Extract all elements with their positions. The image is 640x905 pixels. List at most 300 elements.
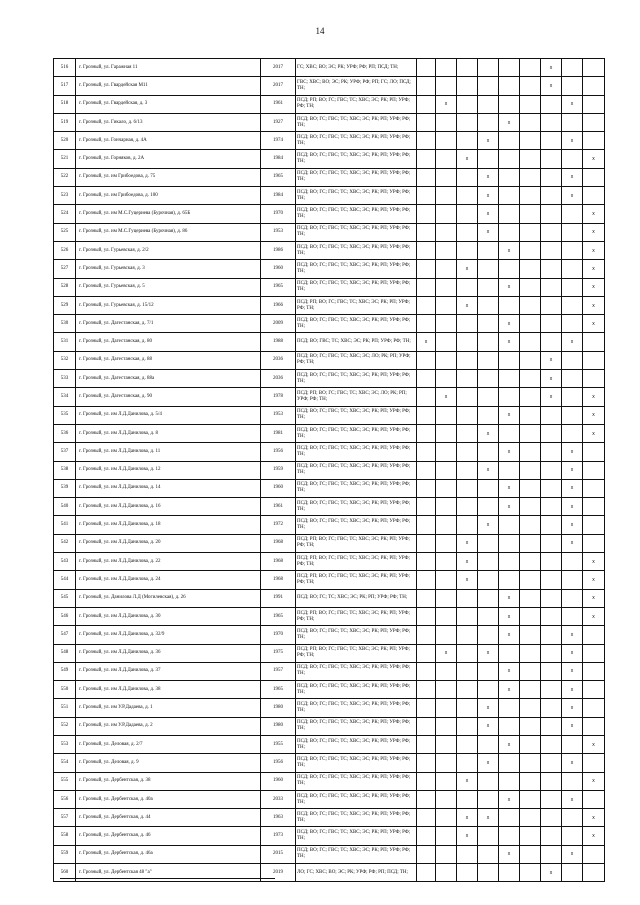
- row-mark-cell: x: [562, 681, 583, 699]
- row-number: 523: [54, 187, 76, 205]
- row-number: 533: [54, 370, 76, 388]
- row-mark-cell: [457, 717, 478, 735]
- row-year: 1960: [261, 479, 296, 497]
- row-mark-cell: x: [478, 205, 499, 223]
- row-mark-cell: [457, 644, 478, 662]
- row-mark-cell: x: [562, 626, 583, 644]
- row-mark-cell: x: [583, 809, 605, 827]
- row-mark-cell: x: [583, 827, 605, 845]
- row-mark-cell: [499, 553, 520, 571]
- row-year: 1960: [261, 260, 296, 278]
- row-mark-cell: [436, 516, 457, 534]
- row-mark-cell: [583, 699, 605, 717]
- row-mark-cell: [457, 662, 478, 680]
- row-mark-cell: [520, 754, 541, 772]
- row-address: г. Грозный, ул. Гаражная 11: [76, 59, 261, 77]
- row-mark-cell: [541, 424, 562, 442]
- row-year: 1970: [261, 626, 296, 644]
- row-address: г. Грозный, ул. Гурьевская, д. 5: [76, 278, 261, 296]
- row-mark-cell: [417, 315, 436, 333]
- row-number: 518: [54, 95, 76, 113]
- row-address: г. Грозный, ул. Деловая, д. 2/7: [76, 735, 261, 753]
- row-address: г. Грозный, ул. им Л.Д.Данилова, д. 32/9: [76, 626, 261, 644]
- row-works-list: ПСД; ВО; ГС; ГВС; ТС; ХВС; ЭС; РК; РП; УРФ; РФ; ТН;: [296, 809, 417, 827]
- row-mark-cell: [478, 589, 499, 607]
- row-number: 555: [54, 772, 76, 790]
- row-mark-cell: x: [457, 827, 478, 845]
- row-mark-cell: [417, 626, 436, 644]
- page-number: 14: [315, 26, 325, 36]
- row-mark-cell: [457, 132, 478, 150]
- row-mark-cell: [478, 845, 499, 863]
- row-works-list: ПСД; ВО; ГС; ГВС; ТС; ХВС; ЭС; РК; РП; УРФ; РФ; ТН;: [296, 132, 417, 150]
- row-address: г. Грозный, ул. им М.С.Гуцериева (Бурочная), д. 65Б: [76, 205, 261, 223]
- row-mark-cell: [417, 77, 436, 95]
- row-works-list: ПСД; ВО; ГС; ГВС; ТС; ХВС; ЭС; РК; РП; УРФ; РФ; ТН;: [296, 187, 417, 205]
- row-year: 2019: [261, 864, 296, 882]
- row-mark-cell: [520, 333, 541, 351]
- row-mark-cell: [417, 388, 436, 406]
- row-year: 1968: [261, 534, 296, 552]
- row-mark-cell: [499, 864, 520, 882]
- row-works-list: ПСД; ВО; ГС; ГВС; ТС; ХВС; ЭС; РК; РП; УРФ; РФ; ТН;: [296, 424, 417, 442]
- row-mark-cell: [499, 370, 520, 388]
- row-mark-cell: [417, 589, 436, 607]
- table-row: [54, 370, 605, 388]
- row-mark-cell: [499, 717, 520, 735]
- row-number: 530: [54, 315, 76, 333]
- row-mark-cell: [541, 333, 562, 351]
- row-mark-cell: [436, 150, 457, 168]
- row-mark-cell: [457, 77, 478, 95]
- table-row: [54, 790, 605, 808]
- table-row: [54, 168, 605, 186]
- row-mark-cell: x: [499, 607, 520, 625]
- row-mark-cell: x: [478, 132, 499, 150]
- row-mark-cell: [436, 113, 457, 131]
- row-mark-cell: [436, 424, 457, 442]
- row-mark-cell: [562, 150, 583, 168]
- row-number: 538: [54, 461, 76, 479]
- row-mark-cell: [583, 333, 605, 351]
- row-works-list: ПСД; ВО; ГС; ГВС; ТС; ХВС; ЭС; РК; РП; УРФ; РФ; ТН;: [296, 205, 417, 223]
- row-mark-cell: [478, 77, 499, 95]
- row-year: 1965: [261, 168, 296, 186]
- row-mark-cell: [583, 95, 605, 113]
- row-mark-cell: x: [478, 754, 499, 772]
- row-address: г. Грозный, ул. Гурьевская, д. 15/12: [76, 296, 261, 314]
- row-mark-cell: [520, 607, 541, 625]
- row-number: 560: [54, 864, 76, 882]
- row-address: г. Грозный, ул. им Грибоедова, д. 75: [76, 168, 261, 186]
- row-mark-cell: [457, 278, 478, 296]
- row-mark-cell: x: [417, 333, 436, 351]
- row-mark-cell: [562, 571, 583, 589]
- row-works-list: ПСД; РП; ВО; ГС; ГВС; ТС; ХВС; ЭС; РК; РП; УРФ; РФ; ТН;: [296, 553, 417, 571]
- row-mark-cell: [457, 424, 478, 442]
- row-mark-cell: [583, 845, 605, 863]
- row-mark-cell: [520, 864, 541, 882]
- row-mark-cell: [520, 370, 541, 388]
- row-mark-cell: [436, 223, 457, 241]
- row-mark-cell: [541, 845, 562, 863]
- row-mark-cell: [436, 479, 457, 497]
- row-mark-cell: [417, 223, 436, 241]
- row-works-list: ПСД; РП; ВО; ГС; ГВС; ТС; ХВС; ЭС; РК; РП; УРФ; РФ; ТН;: [296, 644, 417, 662]
- row-number: 549: [54, 662, 76, 680]
- row-mark-cell: [583, 351, 605, 369]
- row-mark-cell: [436, 498, 457, 516]
- row-mark-cell: x: [457, 571, 478, 589]
- row-mark-cell: [520, 735, 541, 753]
- row-mark-cell: [583, 132, 605, 150]
- row-mark-cell: x: [499, 498, 520, 516]
- row-year: 1978: [261, 388, 296, 406]
- row-mark-cell: [436, 571, 457, 589]
- row-address: г. Грозный, ул. Дагестанская, д. 80: [76, 333, 261, 351]
- row-mark-cell: [478, 315, 499, 333]
- row-number: 544: [54, 571, 76, 589]
- row-mark-cell: x: [562, 644, 583, 662]
- row-mark-cell: [562, 607, 583, 625]
- row-year: 1973: [261, 827, 296, 845]
- table-row: [54, 333, 605, 351]
- table-row: [54, 571, 605, 589]
- table-row: [54, 260, 605, 278]
- row-mark-cell: [436, 77, 457, 95]
- row-mark-cell: [499, 150, 520, 168]
- table-row: [54, 864, 605, 882]
- row-mark-cell: x: [562, 534, 583, 552]
- row-mark-cell: [499, 461, 520, 479]
- row-mark-cell: [436, 260, 457, 278]
- row-mark-cell: [541, 644, 562, 662]
- row-mark-cell: [520, 388, 541, 406]
- row-mark-cell: [520, 461, 541, 479]
- row-mark-cell: x: [478, 168, 499, 186]
- row-mark-cell: [478, 735, 499, 753]
- row-number: 553: [54, 735, 76, 753]
- row-works-list: ПСД; ВО; ГС; ГВС; ТС; ХВС; ЭС; РК; РП; УРФ; РФ; ТН;: [296, 845, 417, 863]
- row-mark-cell: x: [499, 790, 520, 808]
- row-mark-cell: [436, 735, 457, 753]
- row-number: 547: [54, 626, 76, 644]
- row-mark-cell: [478, 59, 499, 77]
- row-mark-cell: [417, 845, 436, 863]
- table-row: [54, 315, 605, 333]
- table-row: [54, 406, 605, 424]
- row-mark-cell: x: [478, 516, 499, 534]
- row-mark-cell: [417, 681, 436, 699]
- row-number: 541: [54, 516, 76, 534]
- row-mark-cell: [457, 461, 478, 479]
- row-mark-cell: [520, 479, 541, 497]
- row-mark-cell: [457, 205, 478, 223]
- row-number: 527: [54, 260, 76, 278]
- row-mark-cell: [417, 59, 436, 77]
- row-mark-cell: [541, 241, 562, 259]
- row-mark-cell: [436, 662, 457, 680]
- row-mark-cell: [457, 351, 478, 369]
- row-works-list: ПСД; ВО; ГС; ГВС; ТС; ХВС; ЭС; РК; РП; УРФ; РФ; ТН;: [296, 315, 417, 333]
- row-number: 531: [54, 333, 76, 351]
- row-mark-cell: x: [583, 315, 605, 333]
- row-mark-cell: [520, 241, 541, 259]
- row-mark-cell: [478, 370, 499, 388]
- row-works-list: ПСД; ВО; ГС; ГВС; ТС; ХВС; ЭС; РК; РП; УРФ; РФ; ТН;: [296, 827, 417, 845]
- row-mark-cell: [520, 626, 541, 644]
- row-mark-cell: [457, 388, 478, 406]
- row-mark-cell: [478, 534, 499, 552]
- row-address: г. Грозный, ул. им Л.Д.Данилова, д. 30: [76, 607, 261, 625]
- row-mark-cell: x: [583, 150, 605, 168]
- row-mark-cell: [417, 479, 436, 497]
- row-mark-cell: [562, 772, 583, 790]
- row-address: г. Грозный, ул. Гурьевская, д. 2/2: [76, 241, 261, 259]
- row-number: 554: [54, 754, 76, 772]
- row-mark-cell: [457, 790, 478, 808]
- row-mark-cell: [436, 754, 457, 772]
- row-mark-cell: [499, 534, 520, 552]
- row-mark-cell: x: [436, 95, 457, 113]
- row-mark-cell: x: [562, 443, 583, 461]
- row-mark-cell: [562, 113, 583, 131]
- row-year: 2015: [261, 845, 296, 863]
- row-mark-cell: [520, 223, 541, 241]
- table-row: [54, 388, 605, 406]
- row-address: г. Грозный, ул. Гурьевская, д. 3: [76, 260, 261, 278]
- row-address: г. Грозный, ул. им Л.Д.Данилова, д. 8: [76, 424, 261, 442]
- row-mark-cell: [583, 644, 605, 662]
- table-row: [54, 424, 605, 442]
- row-mark-cell: [541, 498, 562, 516]
- row-mark-cell: [583, 754, 605, 772]
- row-number: 517: [54, 77, 76, 95]
- row-mark-cell: [499, 187, 520, 205]
- row-mark-cell: [562, 735, 583, 753]
- row-year: 1966: [261, 296, 296, 314]
- row-mark-cell: [457, 607, 478, 625]
- row-mark-cell: [520, 772, 541, 790]
- row-mark-cell: [457, 626, 478, 644]
- row-works-list: ПСД; ВО; ГС; ГВС; ТС; ХВС; ЭС; РК; РП; УРФ; РФ; ТН;: [296, 681, 417, 699]
- row-number: 516: [54, 59, 76, 77]
- row-mark-cell: [417, 168, 436, 186]
- row-address: г. Грозный, ул. им Л.Д.Данилова, д. 24: [76, 571, 261, 589]
- row-mark-cell: [417, 754, 436, 772]
- row-mark-cell: [562, 241, 583, 259]
- row-mark-cell: [417, 278, 436, 296]
- row-mark-cell: x: [478, 223, 499, 241]
- row-mark-cell: x: [457, 296, 478, 314]
- row-mark-cell: x: [562, 754, 583, 772]
- table-row: [54, 443, 605, 461]
- row-mark-cell: [457, 754, 478, 772]
- row-mark-cell: x: [541, 351, 562, 369]
- row-mark-cell: [417, 241, 436, 259]
- row-mark-cell: [436, 461, 457, 479]
- row-mark-cell: [499, 571, 520, 589]
- row-mark-cell: [562, 59, 583, 77]
- row-works-list: ПСД; ВО; ГС; ГВС; ТС; ХВС; ЭС; РК; РП; УРФ; РФ; ТН;: [296, 113, 417, 131]
- row-mark-cell: [436, 827, 457, 845]
- row-mark-cell: x: [562, 498, 583, 516]
- row-address: г. Грозный, ул. Дербентская, д. 38: [76, 772, 261, 790]
- row-mark-cell: [520, 516, 541, 534]
- row-mark-cell: [478, 827, 499, 845]
- row-year: 2033: [261, 790, 296, 808]
- row-mark-cell: x: [499, 315, 520, 333]
- table-row: [54, 241, 605, 259]
- row-mark-cell: x: [499, 589, 520, 607]
- row-mark-cell: x: [541, 77, 562, 95]
- row-address: г. Грозный, ул. им Л.Д.Данилова, д. 36: [76, 644, 261, 662]
- row-year: 1965: [261, 278, 296, 296]
- row-mark-cell: [583, 534, 605, 552]
- row-address: г. Грозный, ул. им Л.Д.Данилова, д. 16: [76, 498, 261, 516]
- row-number: 526: [54, 241, 76, 259]
- row-number: 556: [54, 790, 76, 808]
- row-mark-cell: [583, 662, 605, 680]
- row-mark-cell: [457, 59, 478, 77]
- row-mark-cell: x: [499, 662, 520, 680]
- row-works-list: ПСД; ВО; ГВС; ТС; ХВС; ЭС; РК; РП; УРФ; РФ; ТН;: [296, 333, 417, 351]
- row-works-list: ПСД; ВО; ГС; ГВС; ТС; ХВС; ЭС; РК; РП; УРФ; РФ; ТН;: [296, 772, 417, 790]
- row-year: 1953: [261, 223, 296, 241]
- row-mark-cell: [499, 772, 520, 790]
- row-mark-cell: [457, 443, 478, 461]
- row-address: г. Грозный, ул. им Л.Д.Данилова, д. 11: [76, 443, 261, 461]
- row-mark-cell: [457, 333, 478, 351]
- table-row: [54, 95, 605, 113]
- row-mark-cell: [583, 113, 605, 131]
- row-mark-cell: [541, 607, 562, 625]
- row-year: 1980: [261, 699, 296, 717]
- table-row: [54, 607, 605, 625]
- row-mark-cell: [478, 607, 499, 625]
- row-mark-cell: [520, 845, 541, 863]
- row-address: г. Грозный, ул. им У.Р.Дадаева, д. 2: [76, 717, 261, 735]
- row-address: г. Грозный, ул. им Л.Д.Данилова, д. 12: [76, 461, 261, 479]
- row-mark-cell: x: [583, 589, 605, 607]
- row-mark-cell: [478, 150, 499, 168]
- row-year: 1984: [261, 150, 296, 168]
- row-year: 1965: [261, 607, 296, 625]
- row-year: 1963: [261, 809, 296, 827]
- row-address: г. Грозный, ул. Дербентская, д. 44: [76, 809, 261, 827]
- row-mark-cell: [499, 644, 520, 662]
- row-mark-cell: [562, 589, 583, 607]
- row-number: 536: [54, 424, 76, 442]
- row-mark-cell: [478, 772, 499, 790]
- row-number: 542: [54, 534, 76, 552]
- row-mark-cell: x: [583, 424, 605, 442]
- row-mark-cell: [436, 699, 457, 717]
- row-works-list: ПСД; РП; ВО; ГС; ГВС; ТС; ХВС; ЭС; ЛО; РК; РП; УРФ; РФ; ТН;: [296, 388, 417, 406]
- row-mark-cell: x: [583, 278, 605, 296]
- row-mark-cell: [499, 754, 520, 772]
- table-row: [54, 59, 605, 77]
- row-mark-cell: [520, 644, 541, 662]
- row-mark-cell: [417, 443, 436, 461]
- row-year: 1980: [261, 717, 296, 735]
- table-row: [54, 644, 605, 662]
- row-mark-cell: [436, 809, 457, 827]
- row-mark-cell: [541, 662, 562, 680]
- row-mark-cell: [478, 388, 499, 406]
- row-mark-cell: [562, 388, 583, 406]
- table-row: [54, 699, 605, 717]
- row-mark-cell: x: [583, 607, 605, 625]
- row-mark-cell: x: [583, 223, 605, 241]
- row-mark-cell: x: [583, 406, 605, 424]
- row-year: 1959: [261, 461, 296, 479]
- row-mark-cell: x: [499, 278, 520, 296]
- row-mark-cell: x: [499, 735, 520, 753]
- row-works-list: ПСД; РП; ВО; ГС; ГВС; ТС; ХВС; ЭС; РК; РП; УРФ; РФ; ТН;: [296, 571, 417, 589]
- row-works-list: ЛО; ГС; ХВС; ВО; ЭС; РК; УРФ; РФ; РП; ПСД; ТН;: [296, 864, 417, 882]
- row-number: 534: [54, 388, 76, 406]
- table-row: [54, 278, 605, 296]
- row-mark-cell: [520, 315, 541, 333]
- row-mark-cell: x: [478, 424, 499, 442]
- row-address: г. Грозный, ул. им Грибоедова, д. 100: [76, 187, 261, 205]
- row-year: 1956: [261, 443, 296, 461]
- row-mark-cell: [562, 809, 583, 827]
- row-mark-cell: [562, 315, 583, 333]
- row-year: 1981: [261, 424, 296, 442]
- row-mark-cell: [562, 278, 583, 296]
- table-row: [54, 534, 605, 552]
- row-works-list: ПСД; ВО; ГС; ТС; ХВС; ЭС; РК; РП; УРФ; РФ; ТН;: [296, 589, 417, 607]
- row-mark-cell: [583, 168, 605, 186]
- table-row: [54, 809, 605, 827]
- row-mark-cell: x: [562, 717, 583, 735]
- row-mark-cell: [436, 315, 457, 333]
- row-mark-cell: [478, 626, 499, 644]
- row-year: 2017: [261, 77, 296, 95]
- row-works-list: ПСД; ВО; ГС; ГВС; ТС; ХВС; ЭС; РК; РП; УРФ; РФ; ТН;: [296, 168, 417, 186]
- row-mark-cell: [520, 571, 541, 589]
- row-mark-cell: [417, 260, 436, 278]
- table-row: [54, 772, 605, 790]
- row-mark-cell: x: [562, 132, 583, 150]
- row-mark-cell: [436, 553, 457, 571]
- row-mark-cell: [520, 424, 541, 442]
- row-works-list: ГС; ХВС; ВО; ЭС; РК; УРФ; РФ; РП; ПСД; ТН;: [296, 59, 417, 77]
- row-mark-cell: [541, 132, 562, 150]
- row-mark-cell: [562, 424, 583, 442]
- row-year: 1961: [261, 95, 296, 113]
- row-mark-cell: [499, 77, 520, 95]
- row-number: 539: [54, 479, 76, 497]
- row-mark-cell: x: [499, 443, 520, 461]
- row-mark-cell: [541, 809, 562, 827]
- row-mark-cell: [436, 626, 457, 644]
- table-row: [54, 132, 605, 150]
- table-row: [54, 296, 605, 314]
- row-mark-cell: x: [562, 95, 583, 113]
- row-year: 2017: [261, 59, 296, 77]
- row-mark-cell: [541, 754, 562, 772]
- row-mark-cell: x: [583, 260, 605, 278]
- row-year: 1988: [261, 333, 296, 351]
- row-mark-cell: [478, 95, 499, 113]
- row-mark-cell: x: [436, 644, 457, 662]
- table-row: [54, 351, 605, 369]
- row-mark-cell: [436, 443, 457, 461]
- row-mark-cell: [417, 864, 436, 882]
